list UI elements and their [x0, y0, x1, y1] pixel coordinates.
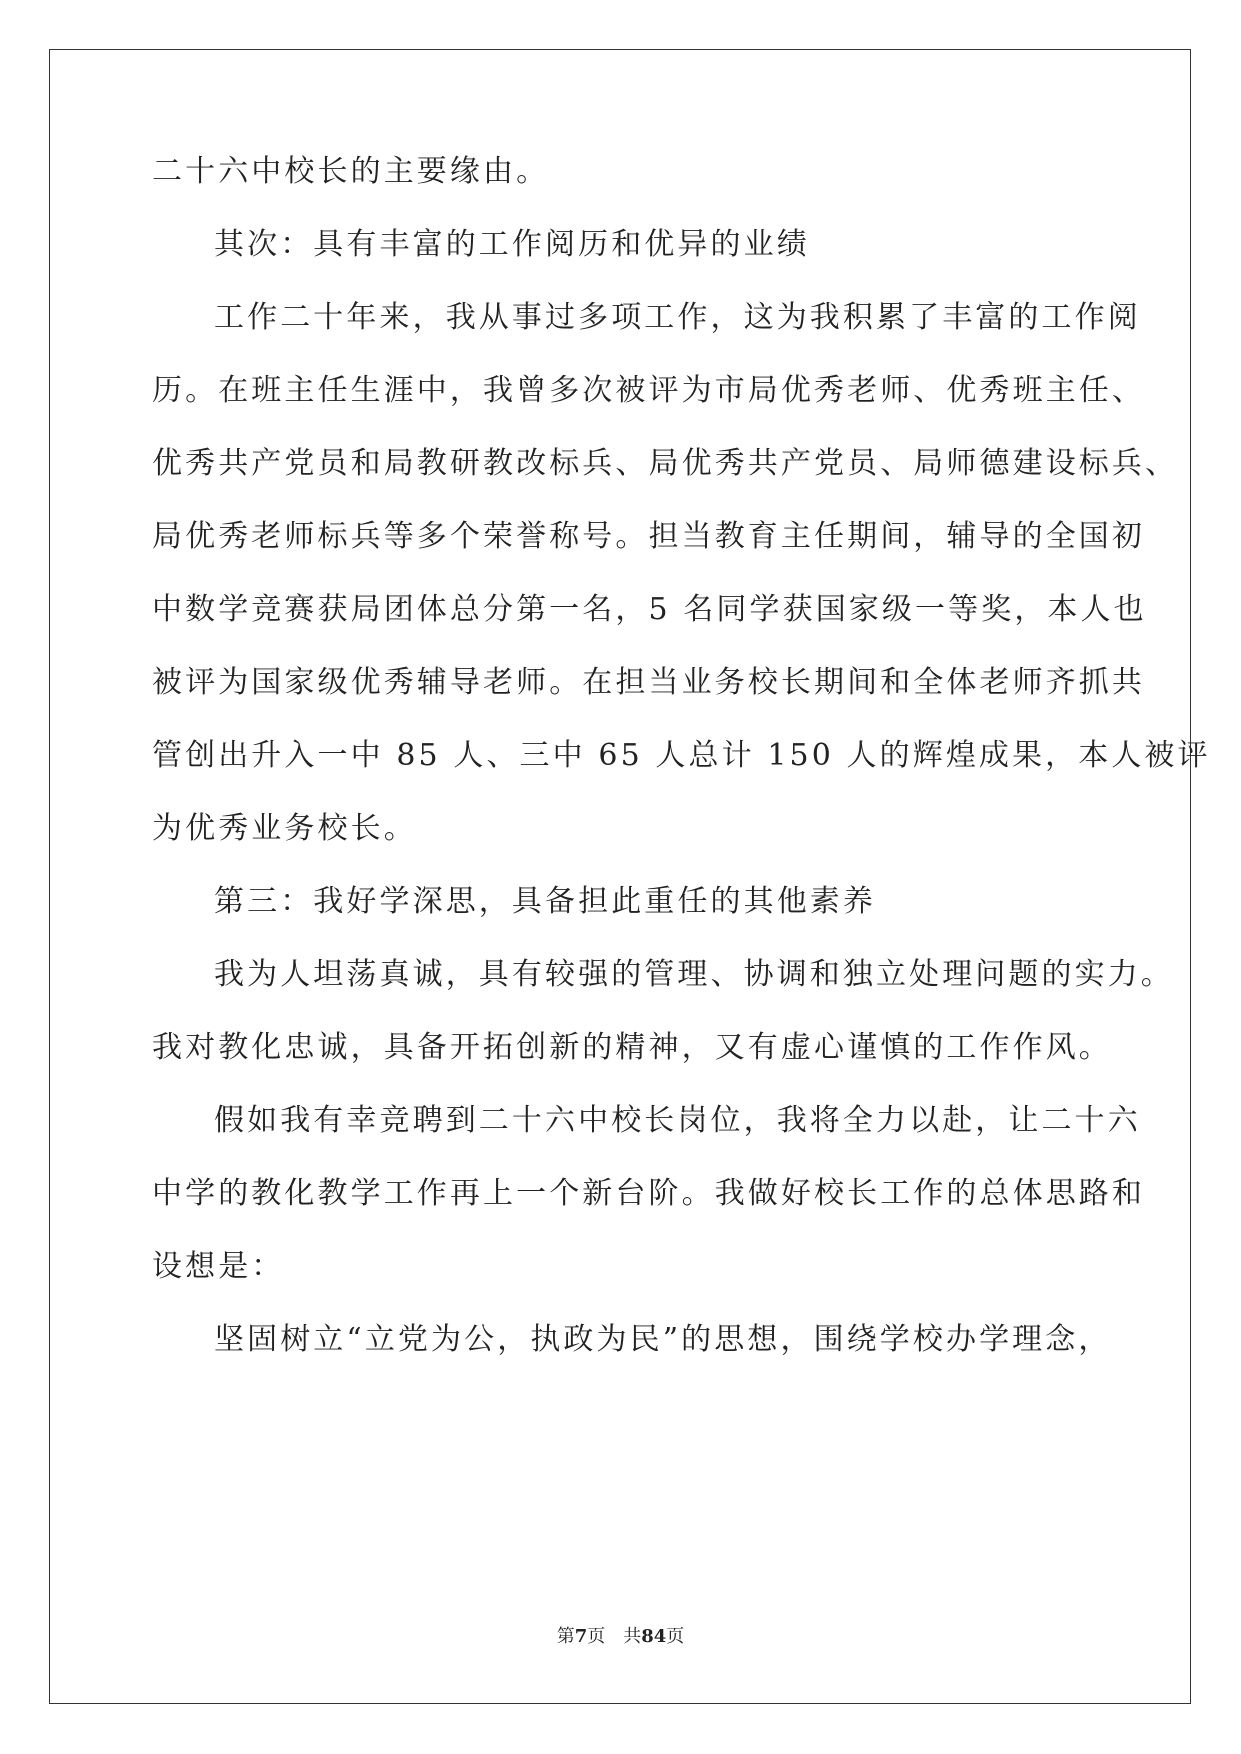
section-heading: 其次：具有丰富的工作阅历和优异的业绩: [214, 227, 810, 262]
text-line: 被评为国家级优秀辅导老师。在担当业务校长期间和全体老师齐抓共: [152, 665, 1145, 700]
section-heading: 第三：我好学深思，具备担此重任的其他素养: [214, 884, 876, 919]
text-line: 中学的教化教学工作再上一个新台阶。我做好校长工作的总体思路和: [152, 1176, 1145, 1211]
text-line: 二十六中校长的主要缘由。: [152, 154, 550, 189]
text-line: 历。在班主任生涯中，我曾多次被评为市局优秀老师、优秀班主任、: [152, 373, 1145, 408]
total-pages: 84: [641, 1626, 667, 1647]
text-line: 局优秀老师标兵等多个荣誉称号。担当教育主任期间，辅导的全国初: [152, 519, 1145, 554]
paragraph-line: 坚固树立“立党为公，执政为民”的思想，围绕学校办学理念，: [214, 1322, 1112, 1357]
text-line: 管创出升入一中 85 人、三中 65 人总计 150 人的辉煌成果，本人被评: [152, 738, 1211, 773]
paragraph-line: 工作二十年来，我从事过多项工作，这为我积累了丰富的工作阅: [214, 300, 1141, 335]
paragraph-line: 我为人坦荡真诚，具有较强的管理、协调和独立处理问题的实力。: [214, 957, 1174, 992]
total-prefix: 共: [623, 1626, 642, 1647]
text-line: 优秀共产党员和局教研教改标兵、局优秀共产党员、局师德建设标兵、: [152, 446, 1179, 481]
text-line: 为优秀业务校长。: [152, 811, 417, 846]
page-prefix: 第: [556, 1626, 575, 1647]
page-suffix: 页: [587, 1626, 606, 1647]
text-line: 设想是：: [152, 1249, 285, 1284]
total-suffix: 页: [666, 1626, 685, 1647]
page-number: 7: [574, 1626, 588, 1647]
text-line: 我对教化忠诚，具备开拓创新的精神，又有虚心谨慎的工作作风。: [152, 1030, 1112, 1065]
text-line: 中数学竞赛获局团体总分第一名，5 名同学获国家级一等奖，本人也: [152, 592, 1147, 627]
page-footer: [0, 1625, 1241, 1649]
paragraph-line: 假如我有幸竞聘到二十六中校长岗位，我将全力以赴，让二十六: [214, 1103, 1141, 1138]
